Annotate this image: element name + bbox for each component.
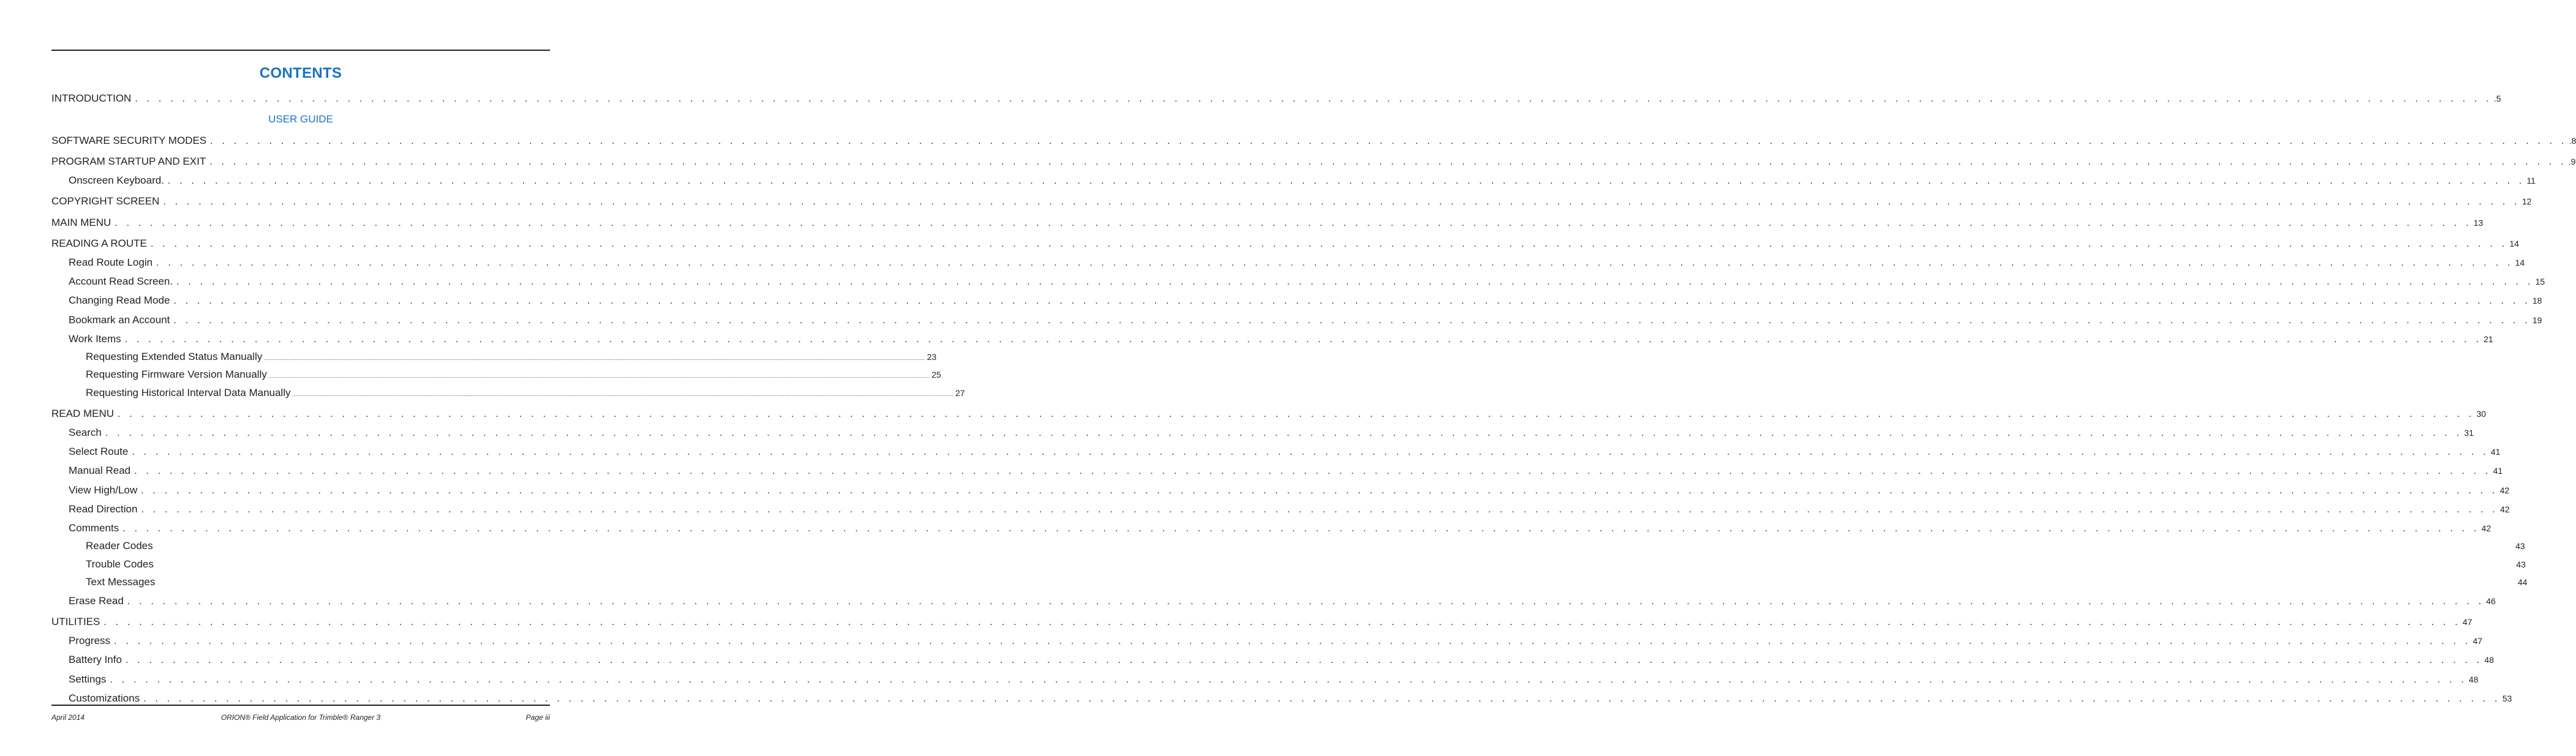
toc-entry-label: SOFTWARE SECURITY MODES	[51, 135, 207, 146]
toc-entry-label: Progress	[69, 635, 111, 646]
dot-leader: . . . . . . . . . . . . . . . . . . . . . . . . . . . . . . . . . . . . . . . . . . . . . . . . . . . . . . . . . . . . . . . . . . . . . . . . . . . . . . . . . . . . . . . . . . . . . . . . . . . . . . . . . . . . . . . . . . . . . . . . . . . . . . . . . . . . . . . . . . . . . . . . . . . . . . . . . . . . . . . . . . . . . . . . . . . . . . . . . . . . . . . . . . . . . . . . . . . . . . . .	[124, 334, 2482, 345]
toc-entry-label: Requesting Extended Status Manually	[86, 351, 263, 362]
page-title: CONTENTS	[259, 65, 342, 81]
toc-entry-page-number: 48	[2484, 655, 2494, 665]
toc-entry-text-messages[interactable]	[86, 575, 2528, 589]
dot-leader: . . . . . . . . . . . . . . . . . . . . . . . . . . . . . . . . . . . . . . . . . . . . . . . . . . . . . . . . . . . . . . . . . . . . . . . . . . . . . . . . . . . . . . . . . . . . . . . . . . . . . . . . . . . . . . . . . . . . . . . . . . . . . . . . . . . . . . . . . . . . . . . . . . . . . . . . . . . . . . . . . . . . . . . . . . . . . . . . . . . . . . . . . . . . . . . . . . . . . . . .	[125, 655, 2483, 665]
toc-entry-page-number: 41	[2493, 466, 2503, 476]
toc-entry-search[interactable]	[69, 426, 2474, 440]
toc-entry-label: MAIN MENU	[51, 217, 111, 228]
toc-entry-label: Read Direction	[69, 503, 138, 515]
dot-leader: . . . . . . . . . . . . . . . . . . . . . . . . . . . . . . . . . . . . . . . . . . . . . . . . . . . . . . . . . . . . . . . . . . . . . . . . . . . . . . . . . . . . . . . . . . . . . . . . . . . . . . . . . . . . . . . . . . . . . . . . . . . . . . . . . . . . . . . . . . . . . . . . . . . . . . . . . . . . . . . . . . . . . . . . . . . . . . . . . . . . . . . . . . . . . . . . . . . . . . . .	[105, 428, 2463, 438]
toc-entry-page-number: 46	[2486, 596, 2496, 606]
toc-entry-label: Search	[69, 427, 102, 438]
toc-entry-requesting-extended-status[interactable]	[86, 350, 937, 365]
toc-entry-customizations[interactable]	[69, 692, 2512, 706]
toc-entry-main-menu[interactable]	[51, 216, 2484, 230]
toc-entry-label: Onscreen Keyboard.	[69, 174, 164, 186]
toc-entry-changing-read-mode[interactable]	[69, 294, 2542, 308]
dot-leader: . . . . . . . . . . . . . . . . . . . . . . . . . . . . . . . . . . . . . . . . . . . . . . . . . . . . . . . . . . . . . . . . . . . . . . . . . . . . . . . . . . . . . . . . . . . . . . . . . . . . . . . . . . . . . . . . . . . . . . . . . . . . . . . . . . . . . . . . . . . . . . . . . . . . . . . . . . . . . . . . . . . . . . . . . . . . . . . . . . . . . . . . . . . . . . . . . . . . . . . .	[167, 176, 2525, 186]
footer-date: April 2014	[51, 713, 85, 722]
toc-entry-label: Reader Codes	[86, 540, 153, 552]
dot-leader: . . . . . . . . . . . . . . . . . . . . . . . . . . . . . . . . . . . . . . . . . . . . . . . . . . . . . . . . . . . . . . . . . . . . . . . . . . . . . . . . . . . . . . . . . . . . . . . . . . . . . . . . . . . . . . . . . . . . . . . . . . . . . . . . . . . . . . . . . . . . . . . . . . . . . . . . . . . . . . . . . . . . . . . . . . . . . . . . . . . . . . . . . . . . . . . . . . . . . . . .	[110, 675, 2467, 685]
dot-leader: . . . . . . . . . . . . . . . . . . . . . . . . . . . . . . . . . . . . . . . . . . . . . . . . . . . . . . . . . . . . . . . . . . . . . . . . . . . . . . . . . . . . . . . . . . . . . . . . . . . . . . . . . . . . . . . . . . . . . . . . . . . . . . . . . . . . . . . . . . . . . . . . . . . . . . . . . . . . . . . . . . . . . . . . . . . . . . . . . . . . . . . . . . . . . . . . . . . . . . . .	[156, 258, 2514, 268]
dot-leader: . . . . . . . . . . . . . . . . . . . . . . . . . . . . . . . . . . . . . . . . . . . . . . . . . . . . . . . . . . . . . . . . . . . . . . . . . . . . . . . . . . . . . . . . . . . . . . . . . . . . . . . . . . . . . . . . . . . . . . . . . . . . . . . . . . . . . . . . . . . . . . . . . . . . . . . . . . . . . . . . . . . . . . . . . . . . . . . . . . . . . . . . . . . . . . . . . . . . . . . .	[134, 466, 2491, 476]
dot-leader: . . . . . . . . . . . . . . . . . . . . . . . . . . . . . . . . . . . . . . . . . . . . . . . . . . . . . . . . . . . . . . . . . . . . . . . . . . . . . . . . . . . . . . . . . . . . . . . . . . . . . . . . . . . . . . . . . . . . . . . . . . . . . . . . . . . . . . . . . . . . . . . . . . . . . . . . . . . . . . . . . . . . . . . . . . . . . . . . . . . . . . . . . . . . . . . . . . . . . . . .	[141, 504, 2498, 515]
toc-entry-label: Work Items	[69, 333, 121, 345]
toc-entry-erase-read[interactable]	[69, 594, 2496, 608]
toc-entry-page-number: 14	[2515, 258, 2525, 268]
dot-leader: . . . . . . . . . . . . . . . . . . . . . . . . . . . . . . . . . . . . . . . . . . . . . . . . . . . . . . . . . . . . . . . . . . . . . . . . . . . . . . . . . . . . . . . . . . . . . . . . . . . . . . . . . . . . . . . . . . . . . . . . . . . . . . . . . . . . . . . . . . . . . . . . . . . . . . . . . . . . . . . . . . . . . . . . . . . . . . . . . . . . . . . . . . . . . . . . . . . . . . . .	[173, 296, 2531, 306]
toc-entry-view-high-low[interactable]	[69, 484, 2510, 498]
toc-entry-comments[interactable]	[69, 522, 2491, 536]
toc-entry-label: READ MENU	[51, 408, 115, 419]
toc-entry-requesting-firmware-version[interactable]	[86, 368, 941, 383]
toc-entry-page-number: 21	[2484, 334, 2493, 344]
dot-leader: ................................................................................................................................................................................................................................................................................................................................................................................................................	[263, 355, 925, 361]
toc-entry-software-security-modes[interactable]	[51, 134, 2576, 148]
dot-leader: . . . . . . . . . . . . . . . . . . . . . . . . . . . . . . . . . . . . . . . . . . . . . . . . . . . . . . . . . . . . . . . . . . . . . . . . . . . . . . . . . . . . . . . . . . . . . . . . . . . . . . . . . . . . . . . . . . . . . . . . . . . . . . . . . . . . . . . . . . . . . . . . . . . . . . . . . . . . . . . . . . . . . . . . . . . . . . . . . . . . . . . . . . . . . . . . . . . . . . . .	[209, 157, 2567, 167]
dot-leader: . . . . . . . . . . . . . . . . . . . . . . . . . . . . . . . . . . . . . . . . . . . . . . . . . . . . . . . . . . . . . . . . . . . . . . . . . . . . . . . . . . . . . . . . . . . . . . . . . . . . . . . . . . . . . . . . . . . . . . . . . . . . . . . . . . . . . . . . . . . . . . . . . . . . . . . . . . . . . . . . . . . . . . . . . . . . . . . . . . . . . . . . . . . . . . . . . . . . . . . .	[163, 196, 2520, 207]
toc-entry-label: Read Route Login	[69, 256, 153, 268]
toc-entry-page-number: 43	[2515, 541, 2525, 551]
toc-entry-page-number: 30	[2476, 409, 2487, 419]
toc-entry-page-number: 11	[2526, 176, 2536, 185]
toc-entry-reader-codes[interactable]	[86, 539, 2525, 553]
footer-document-title: ORION® Field Application for Trimble® Ranger 3	[220, 713, 381, 722]
toc-entry-copyright-screen[interactable]	[51, 195, 2532, 209]
toc-entry-reading-a-route[interactable]	[51, 237, 2519, 251]
toc-entry-label: Requesting Firmware Version Manually	[86, 369, 267, 380]
bottom-rule	[51, 705, 550, 706]
toc-entry-label: Manual Read	[69, 465, 131, 476]
toc-entry-label: Account Read Screen.	[69, 275, 173, 287]
toc-entry-progress[interactable]	[69, 634, 2483, 648]
toc-entry-work-items[interactable]	[69, 332, 2493, 346]
toc-entry-onscreen-keyboard[interactable]	[69, 174, 2536, 188]
toc-entry-label: UTILITIES	[51, 616, 100, 627]
toc-entry-page-number: 14	[2509, 239, 2519, 249]
toc-entry-label: View High/Low	[69, 484, 138, 496]
toc-entry-read-route-login[interactable]	[69, 256, 2525, 270]
toc-entry-page-number: 18	[2532, 296, 2542, 305]
dot-leader: . . . . . . . . . . . . . . . . . . . . . . . . . . . . . . . . . . . . . . . . . . . . . . . . . . . . . . . . . . . . . . . . . . . . . . . . . . . . . . . . . . . . . . . . . . . . . . . . . . . . . . . . . . . . . . . . . . . . . . . . . . . . . . . . . . . . . . . . . . . . . . . . . . . . . . . . . . . . . . . . . . . . . . . . . . . . . . . . . . . . . . . . . . . . . . . . . . . . . . . .	[104, 617, 2461, 627]
toc-entry-read-direction[interactable]	[69, 503, 2510, 517]
toc-entry-label: INTRODUCTION	[51, 92, 132, 104]
toc-entry-page-number: 31	[2464, 428, 2474, 438]
toc-entry-label: Requesting Historical Interval Data Manually	[86, 387, 291, 399]
toc-entry-page-number: 53	[2502, 694, 2512, 703]
dot-leader: . . . . . . . . . . . . . . . . . . . . . . . . . . . . . . . . . . . . . . . . . . . . . . . . . . . . . . . . . . . . . . . . . . . . . . . . . . . . . . . . . . . . . . . . . . . . . . . . . . . . . . . . . . . . . . . . . . . . . . . . . . . . . . . . . . . . . . . . . . . . . . . . . . . . . . . . . . . . . . . . . . . . . . . . . . . . . . . . . . . . . . . . . . . . . . . . . . . . . . . .	[150, 239, 2508, 249]
toc-entry-account-read-screen[interactable]	[69, 275, 2545, 289]
toc-entry-page-number: 47	[2472, 636, 2483, 646]
toc-entry-label: READING A ROUTE	[51, 238, 147, 249]
dot-leader: . . . . . . . . . . . . . . . . . . . . . . . . . . . . . . . . . . . . . . . . . . . . . . . . . . . . . . . . . . . . . . . . . . . . . . . . . . . . . . . . . . . . . . . . . . . . . . . . . . . . . . . . . . . . . . . . . . . . . . . . . . . . . . . . . . . . . . . . . . . . . . . . . . . . . . . . . . . . . . . . . . . . . . . . . . . . . . . . . . . . . . . . . . . . . . . . . . . . . . . .	[143, 694, 2501, 704]
toc-entry-page-number: .8	[2569, 136, 2576, 146]
section-heading-user-guide-heading: USER GUIDE	[268, 113, 333, 125]
dot-leader: . . . . . . . . . . . . . . . . . . . . . . . . . . . . . . . . . . . . . . . . . . . . . . . . . . . . . . . . . . . . . . . . . . . . . . . . . . . . . . . . . . . . . . . . . . . . . . . . . . . . . . . . . . . . . . . . . . . . . . . . . . . . . . . . . . . . . . . . . . . . . . . . . . . . . . . . . . . . . . . . . . . . . . . . . . . . . . . . . . . . . . . . . . . . . . . . . . . . . . . .	[122, 523, 2480, 534]
dot-leader: . . . . . . . . . . . . . . . . . . . . . . . . . . . . . . . . . . . . . . . . . . . . . . . . . . . . . . . . . . . . . . . . . . . . . . . . . . . . . . . . . . . . . . . . . . . . . . . . . . . . . . . . . . . . . . . . . . . . . . . . . . . . . . . . . . . . . . . . . . . . . . . . . . . . . . . . . . . . . . . . . . . . . . . . . . . . . . . . . . . . . . . . . . . . . . . . . . . . . . . .	[127, 596, 2485, 607]
dot-leader: . . . . . . . . . . . . . . . . . . . . . . . . . . . . . . . . . . . . . . . . . . . . . . . . . . . . . . . . . . . . . . . . . . . . . . . . . . . . . . . . . . . . . . . . . . . . . . . . . . . . . . . . . . . . . . . . . . . . . . . . . . . . . . . . . . . . . . . . . . . . . . . . . . . . . . . . . . . . . . . . . . . . . . . . . . . . . . . . . . . . . . . . . . . . . . . . . . . . . . . .	[210, 136, 2567, 146]
toc-entry-page-number: 41	[2490, 447, 2501, 457]
toc-entry-manual-read[interactable]	[69, 464, 2503, 478]
dot-leader: . . . . . . . . . . . . . . . . . . . . . . . . . . . . . . . . . . . . . . . . . . . . . . . . . . . . . . . . . . . . . . . . . . . . . . . . . . . . . . . . . . . . . . . . . . . . . . . . . . . . . . . . . . . . . . . . . . . . . . . . . . . . . . . . . . . . . . . . . . . . . . . . . . . . . . . . . . . . . . . . . . . . . . . . . . . . . . . . . . . . . . . . . . . . . . . . . . . . . . . .	[173, 315, 2531, 326]
dot-leader: ................................................................................................................................................................................................................................................................................................................................................................................................................	[268, 373, 930, 379]
toc-entry-page-number: 13	[2473, 218, 2484, 228]
toc-entry-label: PROGRAM STARTUP AND EXIT	[51, 155, 206, 167]
toc-entry-page-number: 47	[2462, 617, 2472, 627]
dot-leader: . . . . . . . . . . . . . . . . . . . . . . . . . . . . . . . . . . . . . . . . . . . . . . . . . . . . . . . . . . . . . . . . . . . . . . . . . . . . . . . . . . . . . . . . . . . . . . . . . . . . . . . . . . . . . . . . . . . . . . . . . . . . . . . . . . . . . . . . . . . . . . . . . . . . . . . . . . . . . . . . . . . . . . . . . . . . . . . . . . . . . . . . . . . . . . . . . . . . . . . .	[118, 409, 2475, 419]
toc-entry-battery-info[interactable]	[69, 653, 2494, 667]
toc-entry-label: Comments	[69, 522, 119, 534]
toc-entry-page-number: .9	[2568, 157, 2576, 167]
toc-entry-page-number: 48	[2468, 675, 2479, 684]
toc-entry-label: Text Messages	[86, 576, 156, 588]
toc-entry-page-number: 27	[955, 388, 965, 398]
dot-leader: . . . . . . . . . . . . . . . . . . . . . . . . . . . . . . . . . . . . . . . . . . . . . . . . . . . . . . . . . . . . . . . . . . . . . . . . . . . . . . . . . . . . . . . . . . . . . . . . . . . . . . . . . . . . . . . . . . . . . . . . . . . . . . . . . . . . . . . . . . . . . . . . . . . . . . . . . . . . . . . . . . . . . . . . . . . . . . . . . . . . . . . . . . . . . . . . . . . . . . . .	[141, 485, 2498, 496]
toc-entry-page-number: 15	[2535, 277, 2545, 286]
toc-entry-page-number: 42	[2499, 504, 2510, 514]
toc-entry-utilities[interactable]	[51, 615, 2472, 629]
footer-page-number: Page iii	[525, 713, 550, 722]
toc-entry-page-number: 19	[2532, 315, 2542, 325]
toc-entry-label: Settings	[69, 673, 107, 685]
dot-leader: . . . . . . . . . . . . . . . . . . . . . . . . . . . . . . . . . . . . . . . . . . . . . . . . . . . . . . . . . . . . . . . . . . . . . . . . . . . . . . . . . . . . . . . . . . . . . . . . . . . . . . . . . . . . . . . . . . . . . . . . . . . . . . . . . . . . . . . . . . . . . . . . . . . . . . . . . . . . . . . . . . . . . . . . . . . . . . . . . . . . . . . . . . . . . . . . . . . . . . . .	[132, 447, 2489, 457]
toc-entry-label: Erase Read	[69, 595, 124, 607]
toc-entry-label: Battery Info	[69, 654, 122, 665]
toc-entry-label: Bookmark an Account	[69, 314, 170, 326]
dot-leader: . . . . . . . . . . . . . . . . . . . . . . . . . . . . . . . . . . . . . . . . . . . . . . . . . . . . . . . . . . . . . . . . . . . . . . . . . . . . . . . . . . . . . . . . . . . . . . . . . . . . . . . . . . . . . . . . . . . . . . . . . . . . . . . . . . . . . . . . . . . . . . . . . . . . . . . . . . . . . . . . . . . . . . . . . . . . . . . . . . . . . . . . . . . . . . . . . . . . . . . .	[114, 636, 2471, 646]
toc-entry-bookmark-an-account[interactable]	[69, 313, 2542, 327]
toc-entry-page-number: 12	[2521, 196, 2532, 206]
dot-leader: . . . . . . . . . . . . . . . . . . . . . . . . . . . . . . . . . . . . . . . . . . . . . . . . . . . . . . . . . . . . . . . . . . . . . . . . . . . . . . . . . . . . . . . . . . . . . . . . . . . . . . . . . . . . . . . . . . . . . . . . . . . . . . . . . . . . . . . . . . . . . . . . . . . . . . . . . . . . . . . . . . . . . . . . . . . . . . . . . . . . . . . . . . . . . . . . . . . . . . . .	[135, 94, 2492, 104]
toc-entry-program-startup-and-exit[interactable]	[51, 155, 2576, 169]
dot-leader: . . . . . . . . . . . . . . . . . . . . . . . . . . . . . . . . . . . . . . . . . . . . . . . . . . . . . . . . . . . . . . . . . . . . . . . . . . . . . . . . . . . . . . . . . . . . . . . . . . . . . . . . . . . . . . . . . . . . . . . . . . . . . . . . . . . . . . . . . . . . . . . . . . . . . . . . . . . . . . . . . . . . . . . . . . . . . . . . . . . . . . . . . . . . . . . . . . . . . . . .	[115, 218, 2472, 228]
dot-leader: ................................................................................................................................................................................................................................................................................................................................................................................................................	[292, 391, 954, 397]
toc-entry-page-number: 25	[931, 370, 941, 380]
toc-entry-requesting-historical-interval[interactable]	[86, 386, 965, 401]
toc-entry-settings[interactable]	[69, 673, 2479, 687]
toc-entry-label: Changing Read Mode	[69, 294, 170, 306]
toc-entry-label: Customizations	[69, 692, 140, 704]
toc-entry-page-number: 23	[927, 352, 937, 362]
toc-entry-label: Select Route	[69, 446, 129, 457]
toc-entry-page-number: 43	[2516, 560, 2526, 569]
toc-entry-page-number: 44	[2517, 577, 2528, 587]
toc-entry-page-number: 42	[2499, 485, 2510, 495]
toc-entry-label: COPYRIGHT SCREEN	[51, 195, 160, 207]
toc-entry-read-menu[interactable]	[51, 407, 2487, 421]
toc-entry-page-number: .5	[2493, 94, 2501, 103]
toc-entry-trouble-codes[interactable]	[86, 558, 2526, 572]
toc-entry-label: Trouble Codes	[86, 558, 154, 570]
toc-entry-introduction[interactable]	[51, 92, 2501, 106]
toc-entry-select-route[interactable]	[69, 445, 2501, 459]
dot-leader: . . . . . . . . . . . . . . . . . . . . . . . . . . . . . . . . . . . . . . . . . . . . . . . . . . . . . . . . . . . . . . . . . . . . . . . . . . . . . . . . . . . . . . . . . . . . . . . . . . . . . . . . . . . . . . . . . . . . . . . . . . . . . . . . . . . . . . . . . . . . . . . . . . . . . . . . . . . . . . . . . . . . . . . . . . . . . . . . . . . . . . . . . . . . . . . . . . . . . . . .	[176, 277, 2534, 287]
toc-entry-page-number: 42	[2481, 523, 2491, 533]
